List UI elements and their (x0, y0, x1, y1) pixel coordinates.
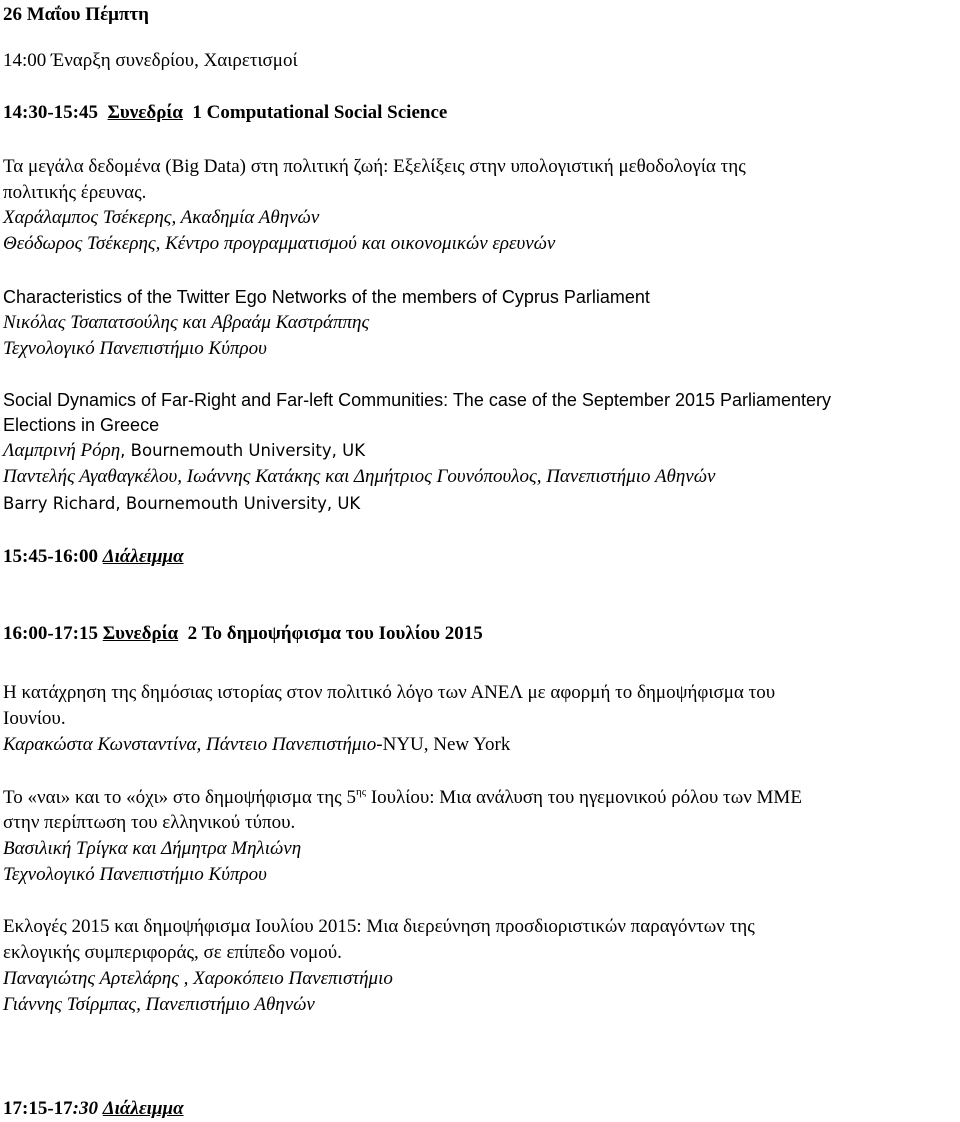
s2-paper2-authors: Βασιλική Τρίγκα και Δήμητρα Μηλιώνη (3, 838, 302, 859)
day-heading: 26 Μαΐου Πέμπτη (3, 4, 149, 25)
s1-paper2-title: Characteristics of the Twitter Ego Networks of the members of Cyprus Parliament (3, 287, 650, 307)
s1-paper1-author1: Χαράλαμπος Τσέκερης, Ακαδημία Αθηνών (3, 207, 320, 228)
session-1-time: 14:30-15:45 (3, 102, 98, 123)
s2-paper3-author2: Γιάννης Τσίρμπας, Πανεπιστήμιο Αθηνών (3, 994, 315, 1015)
break-2-heading (3, 1097, 184, 1121)
break-1-heading (3, 545, 184, 569)
s1-paper3-title-line2: Elections in Greece (3, 415, 160, 435)
s2-paper2-affiliation: Τεχνολογικό Πανεπιστήμιο Κύπρου (3, 864, 267, 885)
s1-paper2-authors: Νικόλας Τσαπατσούλης και Αβραάμ Καστράππης (3, 312, 370, 333)
s1-paper1-title-line2: πολιτικής έρευνας. (3, 182, 147, 203)
session-1-title: Computational Social Science (206, 102, 448, 123)
session-1-number: 1 (192, 102, 202, 123)
s2-paper2-title-line1 (3, 786, 802, 810)
s1-paper1-title-line1: Τα μεγάλα δεδομένα (Big Data) στη πολιτική ζωή: Εξελίξεις στην υπολογιστική μεθοδολογία της (3, 156, 746, 177)
s2-paper3-author1: Παναγιώτης Αρτελάρης , Χαροκόπειο Πανεπιστήμιο (3, 968, 393, 989)
s2-paper1-author-name: Καρακώστα Κωνσταντίνα, Πάντειο Πανεπιστήμιο (3, 734, 377, 755)
break-2-label: Διάλειμμα (102, 1098, 184, 1119)
break-2-time-a: 17:15-17 (3, 1098, 73, 1119)
session-1-heading (3, 101, 447, 125)
s1-paper3-author3: Barry Richard, Bournemouth University, UK (3, 494, 361, 513)
session-2-number: 2 (187, 623, 198, 644)
opening-line: 14:00 Έναρξη συνεδρίου, Χαιρετισμοί (3, 50, 298, 71)
session-1-label: Συνεδρία (107, 102, 183, 123)
s1-paper1-author2: Θεόδωρος Τσέκερης, Κέντρο προγραμματισμού και οικονομικών ερευνών (3, 233, 556, 254)
s2-paper1-author (3, 733, 510, 757)
break-2-time-b: :30 (72, 1098, 98, 1119)
s2-paper1-title-line1: Η κατάχρηση της δημόσιας ιστορίας στον πολιτικό λόγο των ΑΝΕΛ με αφορμή το δημοψήφισμα του (3, 682, 776, 703)
s2-paper3-title-line2: εκλογικής συμπεριφοράς, σε επίπεδο νομού. (3, 942, 342, 963)
s1-paper2-affiliation: Τεχνολογικό Πανεπιστήμιο Κύπρου (3, 338, 267, 359)
s2-paper3-title-line1: Εκλογές 2015 και δημοψήφισμα Ιουλίου 2015: Μια διερεύνηση προσδιοριστικών παραγόντων της (3, 916, 755, 937)
s1-paper3-author2: Παντελής Αγαθαγκέλου, Ιωάννης Κατάκης και Δημήτριος Γουνόπουλος, Πανεπιστήμιο Αθηνών (3, 466, 716, 487)
s2-paper1-author-affiliation: -NYU, New York (376, 734, 511, 755)
break-1-label: Διάλειμμα (102, 546, 184, 567)
s2-paper2-title-b: Ιουλίου: Μια ανάλυση του ηγεμονικού ρόλου των ΜΜΕ (366, 787, 802, 808)
s1-paper3-author1-name: Λαμπρινή Ρόρη (3, 440, 121, 461)
s2-paper2-title-line2: στην περίπτωση του ελληνικού τύπου. (3, 812, 296, 833)
s1-paper3-title-line1: Social Dynamics of Far-Right and Far-left Communities: The case of the September 2015 Parliamentery (3, 390, 832, 410)
session-2-title: Το δημοψήφισμα του Ιουλίου 2015 (201, 623, 483, 644)
s1-paper3-author1-affiliation: , Bournemouth University, UK (120, 441, 366, 460)
session-2-heading (3, 622, 483, 646)
s2-paper1-title-line2: Ιουνίου. (3, 708, 66, 729)
break-1-time: 15:45-16:00 (3, 546, 98, 567)
session-2-label: Συνεδρία (102, 623, 179, 644)
s1-paper3-author1 (3, 439, 365, 463)
s2-paper2-title-sup: ης (355, 786, 367, 798)
session-2-time: 16:00-17:15 (3, 623, 98, 644)
s2-paper2-title-a: Το «ναι» και το «όχι» στο δημοψήφισμα της 5 (3, 787, 356, 808)
